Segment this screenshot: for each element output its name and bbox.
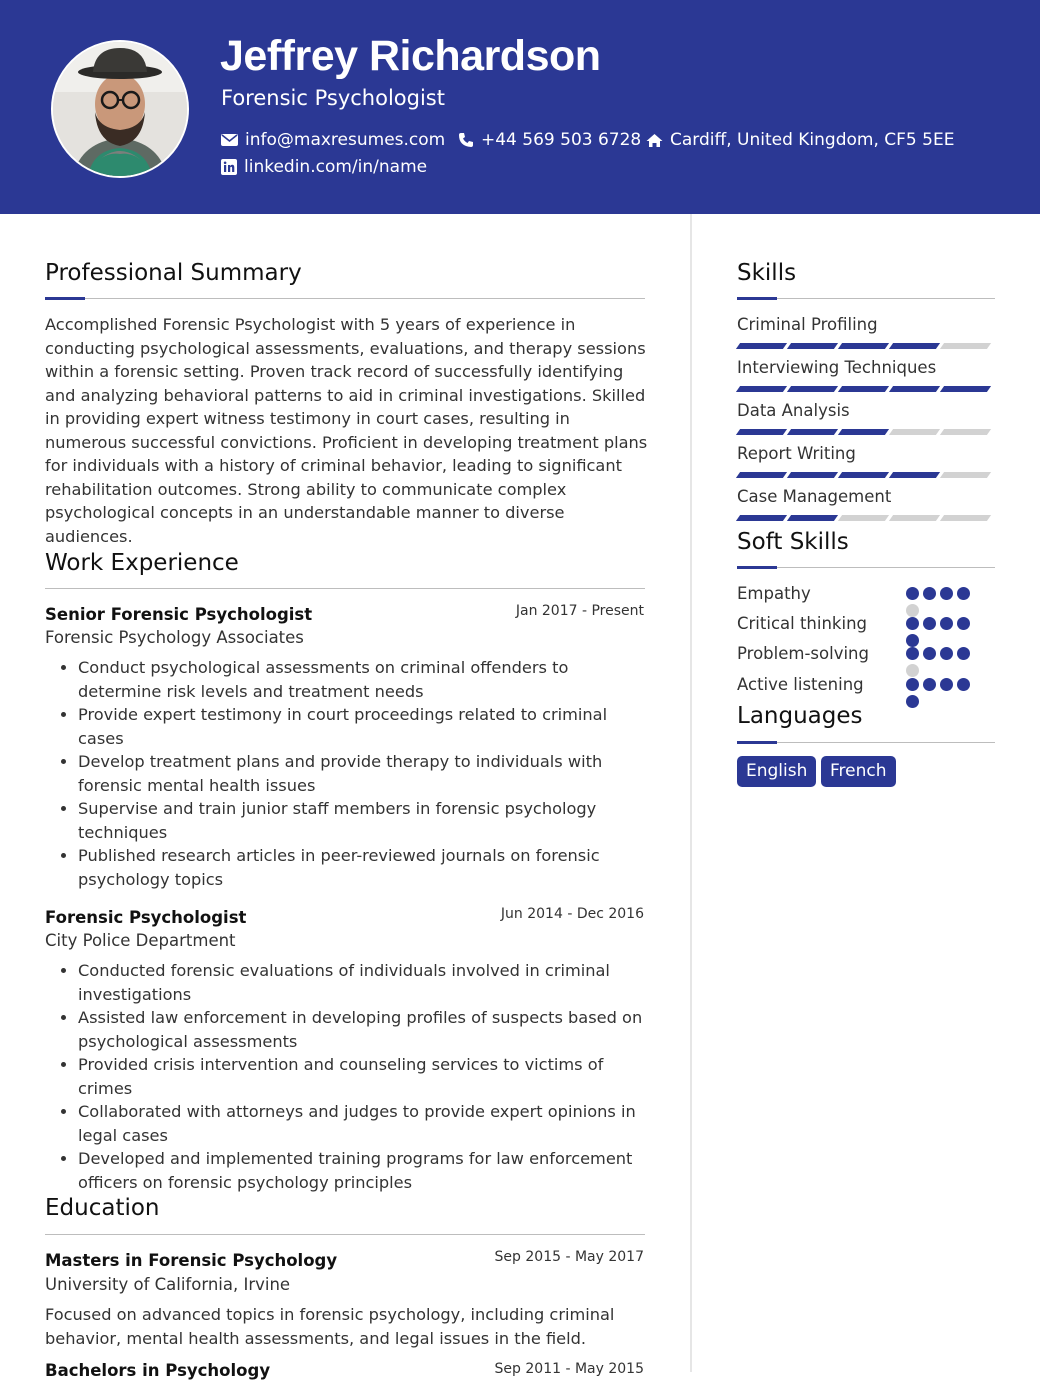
rating-dot (906, 604, 919, 617)
rating-dot (923, 647, 936, 660)
rating-dot (906, 664, 919, 677)
linkedin-contact[interactable] (221, 157, 427, 177)
skill-bar-segment (889, 429, 940, 435)
phone-contact[interactable] (458, 130, 641, 150)
summary-accent (45, 297, 85, 300)
phone-text: +44 569 503 6728 (481, 130, 642, 150)
summary-text: Accomplished Forensic Psychologist with 5 years of experience in conducting psychological assessments, evaluations, and therapy sessions within a forensic setting. Proven track record of successfully identifying and analyzing behavioral patterns to aid in criminal investigations. Skilled in providing expert witness testimony in court cases, resulting in numerous successful convictions. Proficient in developing treatment plans for individuals with a history of criminal behavior, leading to significant rehabilitation outcomes. Strong ability to communicate complex psychological concepts in an understandable manner to diverse audiences. (45, 315, 648, 546)
column-divider (690, 214, 692, 1372)
degree-dates: Sep 2011 - May 2015 (494, 1361, 644, 1377)
soft-skill-name: Critical thinking (737, 614, 867, 633)
rating-dot (923, 678, 936, 691)
rating-dot (957, 587, 970, 600)
soft-skill-dots (906, 587, 978, 617)
soft-skills-heading: Soft Skills (737, 529, 849, 555)
skill-name: Criminal Profiling (737, 315, 878, 334)
skill-bar-segment (889, 386, 940, 392)
summary-rule (45, 298, 645, 299)
rating-dot (940, 647, 953, 660)
home-icon (646, 133, 663, 148)
list-item: • Conducted forensic evaluations of individuals involved in criminal investigations (78, 959, 653, 1006)
location-text: Cardiff, United Kingdom, CF5 5EE (670, 130, 955, 150)
degree-title: Bachelors in Psychology (45, 1361, 271, 1380)
skill-bar-segment (736, 429, 787, 435)
skill-bar-segment (838, 515, 889, 521)
skill-bar-segment (889, 515, 940, 521)
rating-dot (940, 678, 953, 691)
job-bullets (45, 656, 653, 891)
experience-heading: Work Experience (45, 550, 239, 576)
soft-skills-accent (737, 566, 777, 569)
skill-bar-segment (940, 472, 991, 478)
linkedin-text: linkedin.com/in/name (244, 157, 428, 177)
job-company: City Police Department (45, 931, 236, 950)
list-item: • Conduct psychological assessments on criminal offenders to determine risk levels and treatment needs (78, 656, 653, 703)
language-badge: English (737, 756, 816, 787)
skill-bar-segment (736, 386, 787, 392)
list-item: • Collaborated with attorneys and judges to provide expert opinions in legal cases (78, 1100, 653, 1147)
experience-rule (45, 588, 645, 589)
skill-name: Interviewing Techniques (737, 358, 937, 377)
list-item: • Assisted law enforcement in developing profiles of suspects based on psychological assessments (78, 1006, 653, 1053)
languages-accent (737, 741, 777, 744)
list-item: • Develop treatment plans and provide therapy to individuals with forensic mental health issues (78, 750, 653, 797)
soft-skill-dots (906, 647, 978, 677)
list-item: • Supervise and train junior staff members in forensic psychology techniques (78, 797, 653, 844)
skill-bar-segment (940, 515, 991, 521)
skill-bar (738, 429, 989, 435)
skill-bar (738, 515, 989, 521)
rating-dot (906, 695, 919, 708)
skill-bar-segment (787, 343, 838, 349)
candidate-name: Jeffrey Richardson (220, 32, 601, 80)
soft-skill-name: Problem-solving (737, 644, 869, 663)
language-badge: French (821, 756, 896, 787)
rating-dot (940, 587, 953, 600)
skills-heading: Skills (737, 260, 797, 286)
skill-bar (738, 472, 989, 478)
skill-bar-segment (736, 472, 787, 478)
skill-bar-segment (787, 472, 838, 478)
job-title: Forensic Psychologist (45, 908, 247, 927)
degree-title: Masters in Forensic Psychology (45, 1251, 338, 1270)
envelope-icon (221, 133, 238, 147)
job-title: Senior Forensic Psychologist (45, 605, 313, 624)
job-bullets (45, 959, 653, 1194)
job-dates: Jan 2017 - Present (515, 603, 644, 619)
candidate-title: Forensic Psychologist (221, 86, 445, 110)
skill-bar-segment (787, 515, 838, 521)
rating-dot (957, 678, 970, 691)
list-item: • Provide expert testimony in court proceedings related to criminal cases (78, 703, 653, 750)
rating-dot (906, 617, 919, 630)
skills-accent (737, 297, 777, 300)
rating-dot (906, 647, 919, 660)
degree-dates: Sep 2015 - May 2017 (494, 1249, 644, 1265)
list-item: • Published research articles in peer-reviewed journals on forensic psychology topics (78, 844, 653, 891)
profile-photo (51, 40, 189, 178)
languages-heading: Languages (737, 703, 863, 729)
rating-dot (906, 634, 919, 647)
email-text: info@maxresumes.com (245, 130, 446, 150)
summary-heading: Professional Summary (45, 260, 302, 286)
skill-bar (738, 343, 989, 349)
rating-dot (940, 617, 953, 630)
skill-name: Data Analysis (737, 401, 850, 420)
skill-bar-segment (736, 515, 787, 521)
list-item: • Developed and implemented training programs for law enforcement officers on forensic psychology principles (78, 1147, 653, 1194)
phone-icon (458, 132, 474, 148)
skill-bar-segment (787, 429, 838, 435)
soft-skill-name: Active listening (737, 675, 864, 694)
rating-dot (906, 587, 919, 600)
linkedin-icon (221, 159, 237, 175)
skill-bar-segment (889, 343, 940, 349)
education-heading: Education (45, 1195, 160, 1221)
soft-skill-dots (906, 617, 978, 647)
skill-bar-segment (940, 429, 991, 435)
skill-bar-segment (736, 343, 787, 349)
list-item: • Provided crisis intervention and counseling services to victims of crimes (78, 1053, 653, 1100)
rating-dot (923, 587, 936, 600)
rating-dot (957, 647, 970, 660)
degree-school: University of California, Irvine (45, 1275, 291, 1294)
rating-dot (923, 617, 936, 630)
degree-description: Focused on advanced topics in forensic psychology, including criminal behavior, mental health assessments, and legal issues in the field. (45, 1305, 615, 1348)
soft-skill-dots (906, 678, 978, 708)
skill-name: Case Management (737, 487, 892, 506)
email-contact[interactable] (221, 130, 445, 150)
skill-bar-segment (838, 386, 889, 392)
skill-bar-segment (940, 386, 991, 392)
soft-skill-name: Empathy (737, 584, 811, 603)
rating-dot (957, 617, 970, 630)
skill-bar (738, 386, 989, 392)
skill-bar-segment (838, 343, 889, 349)
skill-bar-segment (787, 386, 838, 392)
skill-bar-segment (838, 429, 889, 435)
skill-bar-segment (889, 472, 940, 478)
location-contact (646, 130, 954, 150)
skill-name: Report Writing (737, 444, 856, 463)
job-dates: Jun 2014 - Dec 2016 (500, 906, 644, 922)
education-rule (45, 1234, 645, 1235)
skill-bar-segment (838, 472, 889, 478)
header-banner (0, 0, 1040, 214)
rating-dot (906, 678, 919, 691)
job-company: Forensic Psychology Associates (45, 628, 304, 647)
skill-bar-segment (940, 343, 991, 349)
